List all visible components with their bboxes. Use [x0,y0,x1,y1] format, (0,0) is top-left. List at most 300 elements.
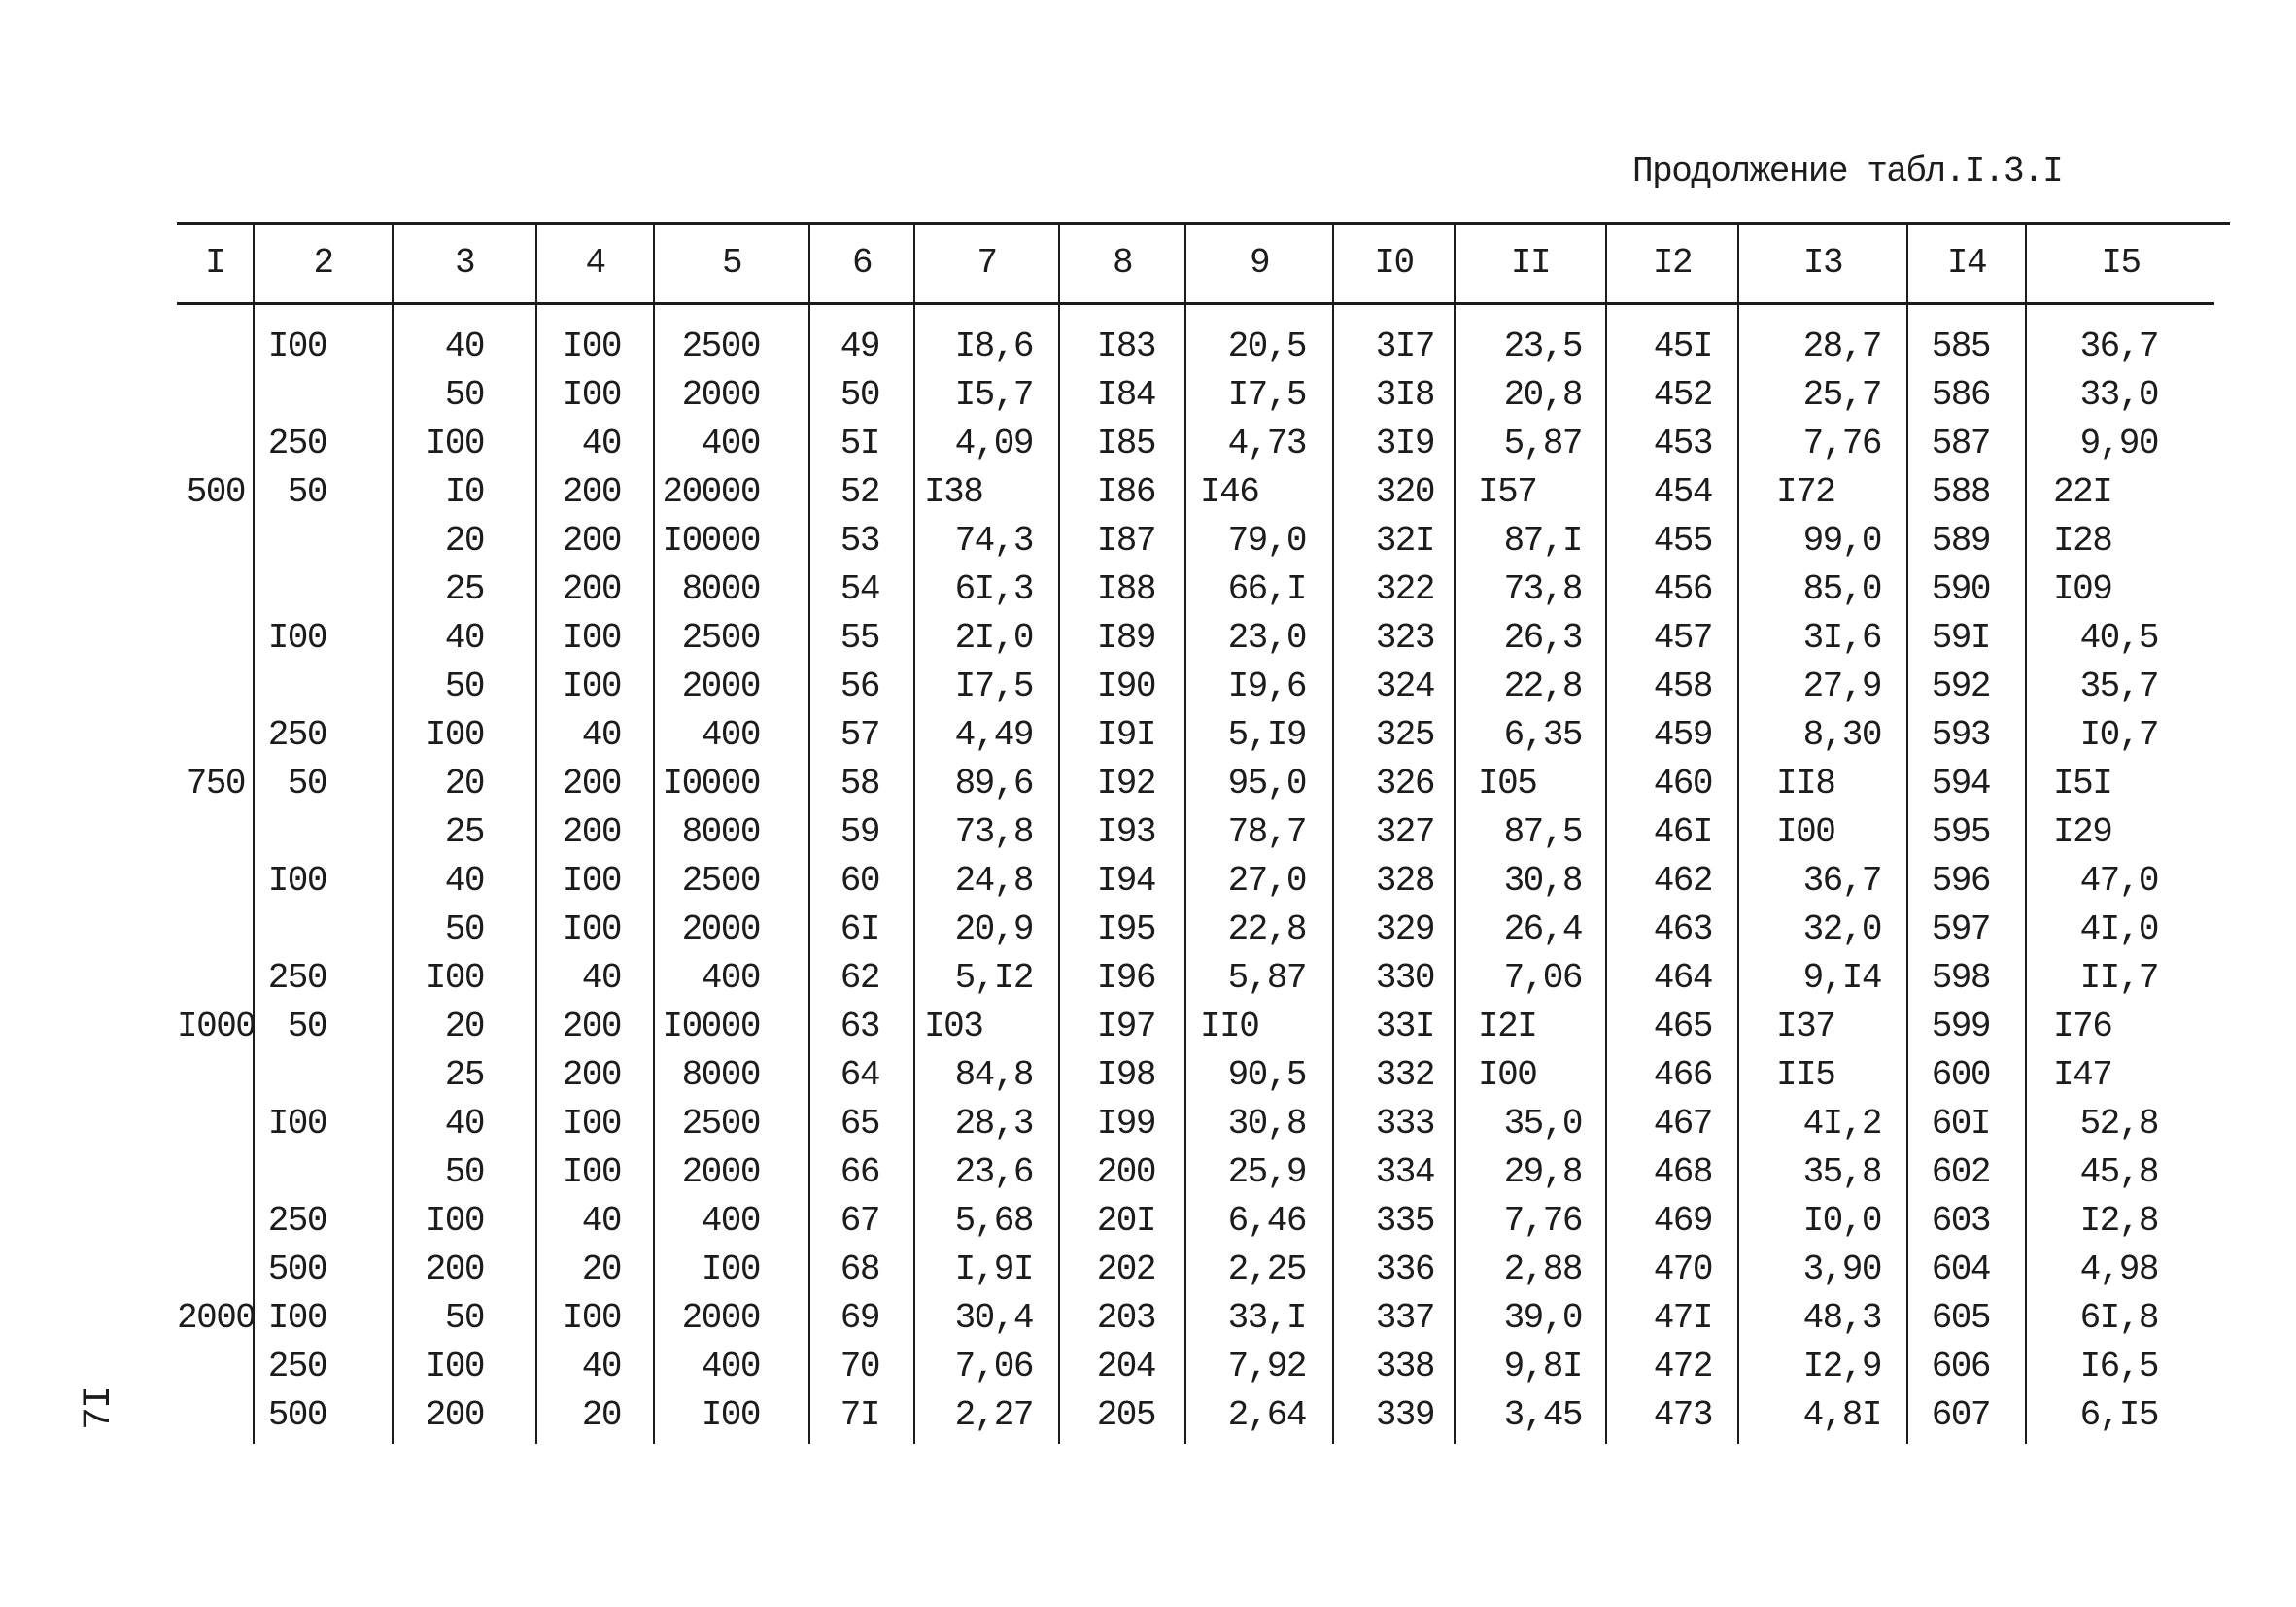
table-cell [177,304,254,372]
table-row [177,1148,2214,1197]
table-cell: 604 [1907,1246,2026,1294]
table-cell: 6,35 [1455,711,1606,760]
table-cell: 587 [1907,420,2026,468]
table-cell [177,1246,254,1294]
table-cell: 47I [1606,1294,1738,1343]
table-cell: 40 [536,954,654,1003]
header-cell-col-10: I0 [1333,224,1455,304]
table-cell: I00 [536,1100,654,1148]
table-cell: 8,30 [1738,711,1907,760]
table-cell: 2500 [654,857,809,906]
table-cell: 602 [1907,1148,2026,1197]
table-cell: 23,5 [1455,304,1606,372]
table-cell: 589 [1907,517,2026,565]
table-cell: 67 [809,1197,914,1246]
table-cell: 327 [1333,808,1455,857]
table-cell: 45,8 [2026,1148,2214,1197]
table-row [177,565,2214,614]
table-cell: 50 [393,1294,536,1343]
table-cell: 597 [1907,906,2026,954]
table-cell: I37 [1738,1003,1907,1051]
table-cell: 205 [1059,1391,1185,1444]
table-cell: 595 [1907,808,2026,857]
table-cell: 4I,2 [1738,1100,1907,1148]
table-cell: 8000 [654,565,809,614]
table-cell: I00 [393,1197,536,1246]
table-cell: 323 [1333,614,1455,663]
table-cell: 20 [536,1246,654,1294]
table-cell: 32,0 [1738,906,1907,954]
table-cell: I00 [254,614,393,663]
table-row [177,1003,2214,1051]
table-cell: 473 [1606,1391,1738,1444]
table-cell: I38 [914,468,1059,517]
table-cell: 7,76 [1738,420,1907,468]
table-cell: 250 [254,1343,393,1391]
table-cell: 454 [1606,468,1738,517]
table-cell: II,7 [2026,954,2214,1003]
table-cell: I0000 [654,517,809,565]
table-cell: 7,06 [1455,954,1606,1003]
table-cell: 200 [536,517,654,565]
table-cell: 400 [654,711,809,760]
table-cell: 27,9 [1738,663,1907,711]
table-cell: 202 [1059,1246,1185,1294]
header-cell-col-13: I3 [1738,224,1907,304]
table-cell [177,517,254,565]
table-cell: 203 [1059,1294,1185,1343]
table-cell: 95,0 [1185,760,1333,808]
table-cell [177,420,254,468]
table-cell: 250 [254,1197,393,1246]
table-cell: 22I [2026,468,2214,517]
table-cell: 25 [393,565,536,614]
table-cell: 335 [1333,1197,1455,1246]
header-cell-col-8: 8 [1059,224,1185,304]
table-cell: 87,5 [1455,808,1606,857]
table-cell: 84,8 [914,1051,1059,1100]
table-cell: 594 [1907,760,2026,808]
data-table [177,224,2214,1444]
table-body [177,304,2214,1445]
table-cell: 53 [809,517,914,565]
table-cell: 52 [809,468,914,517]
table-cell: 50 [393,1148,536,1197]
table-cell: I2,8 [2026,1197,2214,1246]
table-cell: 330 [1333,954,1455,1003]
table-cell: 6I,8 [2026,1294,2214,1343]
table-cell: 20 [393,760,536,808]
table-cell: I95 [1059,906,1185,954]
table-row [177,954,2214,1003]
table-cell: 87,I [1455,517,1606,565]
table-cell: 596 [1907,857,2026,906]
table-cell: 35,0 [1455,1100,1606,1148]
table-cell: 85,0 [1738,565,1907,614]
table-cell: I9,6 [1185,663,1333,711]
table-cell: I00 [654,1391,809,1444]
table-cell: 588 [1907,468,2026,517]
table-cell: 2,88 [1455,1246,1606,1294]
header-row [177,224,2214,304]
table-cell: 50 [393,906,536,954]
table-cell: 68 [809,1246,914,1294]
table-cell: I8,6 [914,304,1059,372]
table-cell: 4,73 [1185,420,1333,468]
table-cell: 5,I2 [914,954,1059,1003]
table-cell: 40 [536,711,654,760]
table-cell: 400 [654,1197,809,1246]
table-cell [177,954,254,1003]
table-cell: 750 [186,764,245,804]
table-cell [177,1051,254,1100]
table-cell: I2,9 [1738,1343,1907,1391]
table-cell: 7,06 [914,1343,1059,1391]
table-cell: 2I,0 [914,614,1059,663]
table-cell: 599 [1907,1003,2026,1051]
table-cell: 463 [1606,906,1738,954]
table-cell: 9,90 [2026,420,2214,468]
table-cell: I0000 [654,760,809,808]
table-cell: 66 [809,1148,914,1197]
table-row [177,760,2214,808]
table-cell: I05 [1455,760,1606,808]
table-cell: 40 [393,304,536,372]
header-cell-col-7: 7 [914,224,1059,304]
table-cell: 459 [1606,711,1738,760]
table-cell [254,371,393,420]
table-cell: 40,5 [2026,614,2214,663]
table-cell: 200 [536,1003,654,1051]
table-cell: 25 [393,1051,536,1100]
table-cell: 458 [1606,663,1738,711]
table-cell: I29 [2026,808,2214,857]
table-cell: 25,9 [1185,1148,1333,1197]
table-cell: 500 [186,472,245,512]
table-cell [254,663,393,711]
table-cell [177,1391,254,1444]
table-cell: 25,7 [1738,371,1907,420]
table-cell: 5,87 [1185,954,1333,1003]
table-cell: II8 [1738,760,1907,808]
table-cell: 20000 [654,468,809,517]
table-cell: 2000 [654,663,809,711]
table-cell: 2000 [654,1294,809,1343]
table-cell: 7,92 [1185,1343,1333,1391]
table-cell: 79,0 [1185,517,1333,565]
table-cell: 470 [1606,1246,1738,1294]
header-cell-col-2: 2 [254,224,393,304]
table-cell [177,663,254,711]
table-cell: 57 [809,711,914,760]
table-cell: I00 [536,1148,654,1197]
table-cell: I9I [1059,711,1185,760]
table-cell: 7,76 [1455,1197,1606,1246]
table-cell: 70 [809,1343,914,1391]
table-cell: 6I [809,906,914,954]
table-cell [177,614,254,663]
table-cell: 200 [536,565,654,614]
table-cell: 20I [1059,1197,1185,1246]
table-cell: 593 [1907,711,2026,760]
table-cell: I2I [1455,1003,1606,1051]
table-cell: 40 [393,857,536,906]
table-cell: 33,0 [2026,371,2214,420]
table-continuation-caption: Продолжение табл.I.3.I [1632,152,2063,191]
table-cell: 468 [1606,1148,1738,1197]
table-cell: 328 [1333,857,1455,906]
table-cell: 453 [1606,420,1738,468]
table-cell: 6,46 [1185,1197,1333,1246]
table-cell: 250 [254,954,393,1003]
table-cell: 26,3 [1455,614,1606,663]
table-cell: 606 [1907,1343,2026,1391]
table-cell: 2000 [654,371,809,420]
table-cell: I00 [254,304,393,372]
table-row [177,1246,2214,1294]
table-cell: 337 [1333,1294,1455,1343]
table-row [177,711,2214,760]
table-cell: 2500 [654,304,809,372]
table-cell: 23,6 [914,1148,1059,1197]
table-cell: I28 [2026,517,2214,565]
table-cell: I97 [1059,1003,1185,1051]
table-cell: 2000 [654,1148,809,1197]
table-cell: 20,8 [1455,371,1606,420]
header-cell-col-12: I2 [1606,224,1738,304]
table-cell: I92 [1059,760,1185,808]
table-cell: 607 [1907,1391,2026,1444]
header-cell-col-3: 3 [393,224,536,304]
header-cell-col-9: 9 [1185,224,1333,304]
table-cell: 89,6 [914,760,1059,808]
table-cell: 500 [254,1246,393,1294]
table-cell: 40 [393,614,536,663]
table-cell: 8000 [654,1051,809,1100]
table-cell: II5 [1738,1051,1907,1100]
table-cell: 455 [1606,517,1738,565]
table-cell: 32I [1333,517,1455,565]
table-cell: 2000 [177,1298,256,1338]
table-row [177,304,2214,372]
table-cell: I0,0 [1738,1197,1907,1246]
table-cell: 20,5 [1185,304,1333,372]
table-cell: I00 [393,420,536,468]
table-cell: 590 [1907,565,2026,614]
table-cell: 40 [536,1197,654,1246]
table-cell [177,808,254,857]
table-row [177,517,2214,565]
table-cell: I00 [1738,808,1907,857]
table-cell: 457 [1606,614,1738,663]
table-cell: 200 [393,1391,536,1444]
table-header [177,224,2214,304]
table-cell: I83 [1059,304,1185,372]
table-cell [177,906,254,954]
table-cell: 4,49 [914,711,1059,760]
table-cell: I,9I [914,1246,1059,1294]
table-cell: 598 [1907,954,2026,1003]
table-row [177,1294,2214,1343]
table-cell: 50 [254,1003,393,1051]
table-cell: 60 [809,857,914,906]
table-cell: 200 [1059,1148,1185,1197]
table-cell: I0,7 [2026,711,2214,760]
table-cell: 2000 [654,906,809,954]
table-cell: 66,I [1185,565,1333,614]
table-cell: 64 [809,1051,914,1100]
table-row [177,906,2214,954]
table-cell: I76 [2026,1003,2214,1051]
table-cell [177,1148,254,1197]
header-cell-col-14: I4 [1907,224,2026,304]
table-cell: 90,5 [1185,1051,1333,1100]
table-cell: 63 [809,1003,914,1051]
table-cell: 3I,6 [1738,614,1907,663]
table-cell: 73,8 [1455,565,1606,614]
table-cell [254,808,393,857]
table-cell: 5,87 [1455,420,1606,468]
table-cell: 20 [393,517,536,565]
header-cell-col-15: I5 [2026,224,2214,304]
table-row [177,663,2214,711]
table-cell: 3I7 [1333,304,1455,372]
table-cell: 40 [536,1343,654,1391]
table-cell: I000 [177,1007,256,1046]
table-cell: 22,8 [1455,663,1606,711]
header-cell-col-1: I [177,224,254,304]
table-row [177,1343,2214,1391]
table-row [177,420,2214,468]
table-cell: 400 [654,954,809,1003]
table-cell: 33,I [1185,1294,1333,1343]
table-cell: 73,8 [914,808,1059,857]
table-cell: I93 [1059,808,1185,857]
table-cell: 26,4 [1455,906,1606,954]
table-cell: 460 [1606,760,1738,808]
table-cell: 29,8 [1455,1148,1606,1197]
table-cell: I90 [1059,663,1185,711]
table-cell: 603 [1907,1197,2026,1246]
table-cell: 62 [809,954,914,1003]
table-row [177,1391,2214,1444]
table-cell: 40 [393,1100,536,1148]
table-row [177,371,2214,420]
table-cell: 332 [1333,1051,1455,1100]
table-cell: 36,7 [2026,304,2214,372]
table-cell [177,857,254,906]
header-cell-col-11: II [1455,224,1606,304]
table-cell: I00 [1455,1051,1606,1100]
table-cell [254,1051,393,1100]
table-row [177,1051,2214,1100]
table-cell: 452 [1606,371,1738,420]
table-cell: 74,3 [914,517,1059,565]
table-cell: 25 [393,808,536,857]
table-cell: 200 [393,1246,536,1294]
table-cell: I00 [536,906,654,954]
table-cell: 4,98 [2026,1246,2214,1294]
table-cell: 23,0 [1185,614,1333,663]
table-cell: 2,25 [1185,1246,1333,1294]
table-cell: 592 [1907,663,2026,711]
table-cell: 48,3 [1738,1294,1907,1343]
table-cell: 8000 [654,808,809,857]
table-cell: 329 [1333,906,1455,954]
table-cell: 5,I9 [1185,711,1333,760]
table-cell: 78,7 [1185,808,1333,857]
table-cell: 334 [1333,1148,1455,1197]
table-cell [177,565,254,614]
table-cell: 58 [809,760,914,808]
table-cell: 45I [1606,304,1738,372]
table-cell: I85 [1059,420,1185,468]
table-cell [254,906,393,954]
table-cell: I00 [654,1246,809,1294]
table-cell: 3,90 [1738,1246,1907,1294]
table-cell: 46I [1606,808,1738,857]
table-row [177,468,2214,517]
table-cell: I96 [1059,954,1185,1003]
table-cell: 467 [1606,1100,1738,1148]
table-cell: I0 [393,468,536,517]
table-cell: 333 [1333,1100,1455,1148]
table-cell: I00 [393,1343,536,1391]
table-cell: 9,8I [1455,1343,1606,1391]
table-cell: 336 [1333,1246,1455,1294]
table-cell: 339 [1333,1391,1455,1444]
table-cell: 4I,0 [2026,906,2214,954]
table-cell: I00 [536,614,654,663]
table-cell: I03 [914,1003,1059,1051]
table-cell [177,1197,254,1246]
table-cell: 324 [1333,663,1455,711]
table-row [177,857,2214,906]
table-cell: I00 [536,371,654,420]
table-cell [177,1100,254,1148]
table-cell: 50 [393,371,536,420]
table-row [177,808,2214,857]
table-cell: 250 [254,711,393,760]
table-cell: 6,I5 [2026,1391,2214,1444]
table-cell: 5I [809,420,914,468]
table-cell: 605 [1907,1294,2026,1343]
table-cell: I94 [1059,857,1185,906]
table-cell: 6I,3 [914,565,1059,614]
table-cell: 3,45 [1455,1391,1606,1444]
table-cell: 49 [809,304,914,372]
table-cell: I00 [536,304,654,372]
table-cell: 33I [1333,1003,1455,1051]
table-cell: 464 [1606,954,1738,1003]
table-cell: I72 [1738,468,1907,517]
table-cell [254,1148,393,1197]
table-cell: 30,8 [1455,857,1606,906]
table-cell: 4,09 [914,420,1059,468]
table-cell: 2,27 [914,1391,1059,1444]
table-cell: I00 [254,1100,393,1148]
table-cell: 24,8 [914,857,1059,906]
table-row [177,614,2214,663]
table-cell: I86 [1059,468,1185,517]
table-cell: I46 [1185,468,1333,517]
table-cell: 3I8 [1333,371,1455,420]
table-cell: 200 [536,760,654,808]
table-cell: 20 [536,1391,654,1444]
table-cell [254,517,393,565]
table-cell: 20 [393,1003,536,1051]
header-cell-col-5: 5 [654,224,809,304]
